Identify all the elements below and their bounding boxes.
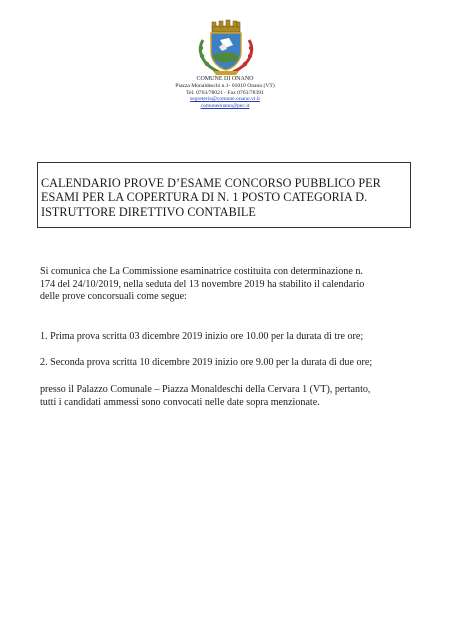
notice-title-line: ESAMI PER LA COPERTURA DI N. 1 POSTO CATEGORIA D. — [41, 190, 368, 205]
notice-title-line: CALENDARIO PROVE D’ESAME CONCORSO PUBBLICO PER — [41, 176, 381, 190]
exam-item-text: 1. Prima prova scritta 03 dicembre 2019 inizio ore 10.00 per la durata di tre ore; — [40, 331, 364, 342]
municipality-address: Piazza Monaldeschi n.1- 01010 Onano (VT) — [175, 82, 275, 89]
municipality-header — [100, 76, 350, 110]
intro-line: Si comunica che La Commissione esaminatrice costituita con determinazione n. — [40, 266, 363, 277]
notice-title-box — [37, 162, 411, 228]
municipality-pec-link[interactable]: comuneonano@pec.it — [200, 103, 250, 110]
exam-item-second — [40, 357, 420, 370]
municipality-name: COMUNE DI ONANO — [196, 76, 254, 82]
closing-line: tutti i candidati ammessi sono convocati nelle date sopra menzionate. — [40, 396, 320, 408]
intro-paragraph — [40, 266, 420, 304]
intro-line: 174 del 24/10/2019, nella seduta del 13 novembre 2019 ha stabilito il calendario — [40, 278, 365, 290]
exam-item-text: 2. Seconda prova scritta 10 dicembre 2019 inizio ore 9.00 per la durata di due ore; — [40, 357, 373, 368]
municipality-email-link[interactable]: segreteria@comune.onano.vt.it — [190, 96, 260, 103]
closing-paragraph — [40, 384, 420, 409]
crown-icon — [212, 20, 240, 32]
municipal-crest-icon — [189, 18, 263, 76]
exam-item-first — [40, 331, 420, 344]
municipality-phone-fax: Tel. 0763/78021 - Fax 0763/78391 — [186, 89, 264, 96]
intro-line: delle prove concorsuali come segue: — [40, 291, 187, 303]
closing-line: presso il Palazzo Comunale – Piazza Monaldeschi della Cervara 1 (VT), pertanto, — [40, 384, 371, 395]
notice-title-line: ISTRUTTORE DIRETTIVO CONTABILE — [41, 204, 256, 219]
